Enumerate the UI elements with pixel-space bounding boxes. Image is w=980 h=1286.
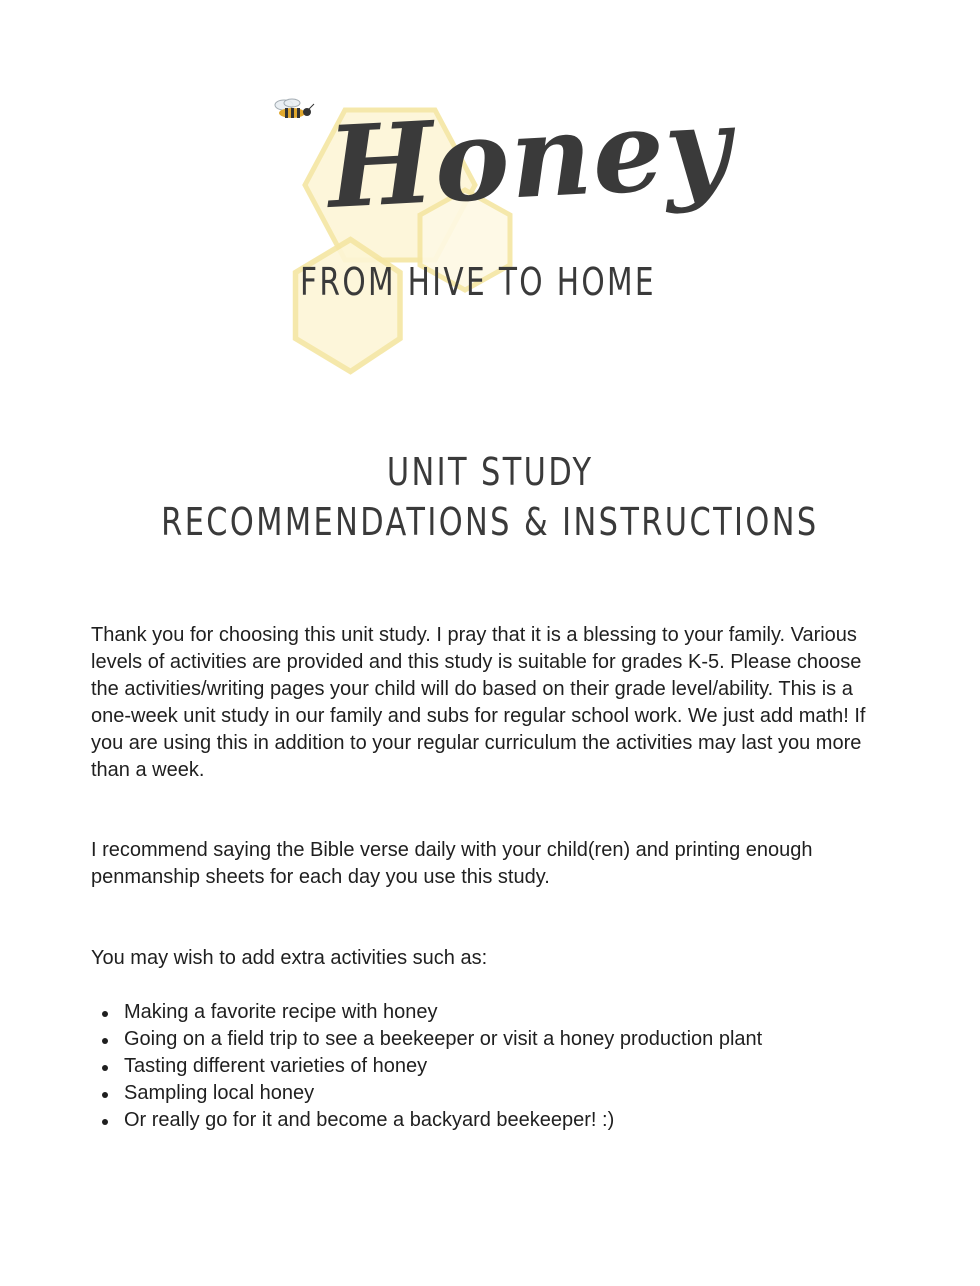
extras-lead-paragraph: You may wish to add extra activities such as: — [91, 947, 488, 969]
list-item-text: Tasting different varieties of honey — [124, 1055, 428, 1077]
honey-logo — [270, 81, 735, 375]
list-item-text: Or really go for it and become a backyard beekeeper! :) — [124, 1109, 615, 1131]
bullet-icon — [102, 1011, 108, 1017]
heading-line-2 — [0, 500, 980, 544]
logo-subtitle: FROM HIVE TO HOME — [300, 260, 656, 304]
bullet-icon — [102, 1119, 108, 1125]
list-item — [91, 1107, 762, 1134]
heading-line-1-text: UNIT STUDY — [386, 450, 594, 494]
list-item — [91, 999, 762, 1026]
list-item — [91, 1080, 762, 1107]
heading-line-1 — [0, 450, 980, 494]
intro-paragraph: Thank you for choosing this unit study. I pray that it is a blessing to your family. Various levels of activities are provided and this study is suitable for grades K-5. Please choose the activities/writing pages your child will do based on their grade level/ability. This is a one-week unit study in our family and subs for regular school work. We just add math! If you are using this in addition to your regular curriculum the activities may last you more than a week. — [91, 624, 866, 781]
logo-title: Honey — [324, 81, 735, 234]
list-item — [91, 1026, 762, 1053]
bullet-icon — [102, 1065, 108, 1071]
recommendation-paragraph: I recommend saying the Bible verse daily with your child(ren) and printing enough penmanship sheets for each day you use this study. — [91, 839, 813, 888]
list-item-text: Sampling local honey — [124, 1082, 315, 1104]
bullet-icon — [102, 1038, 108, 1044]
heading-line-2-text: RECOMMENDATIONS & INSTRUCTIONS — [161, 500, 819, 544]
bullet-icon — [102, 1092, 108, 1098]
list-item — [91, 1053, 762, 1080]
bee-icon — [270, 95, 318, 125]
list-item-text: Making a favorite recipe with honey — [124, 1001, 438, 1023]
list-item-text: Going on a field trip to see a beekeeper or visit a honey production plant — [124, 1028, 763, 1050]
activities-list — [91, 999, 762, 1134]
